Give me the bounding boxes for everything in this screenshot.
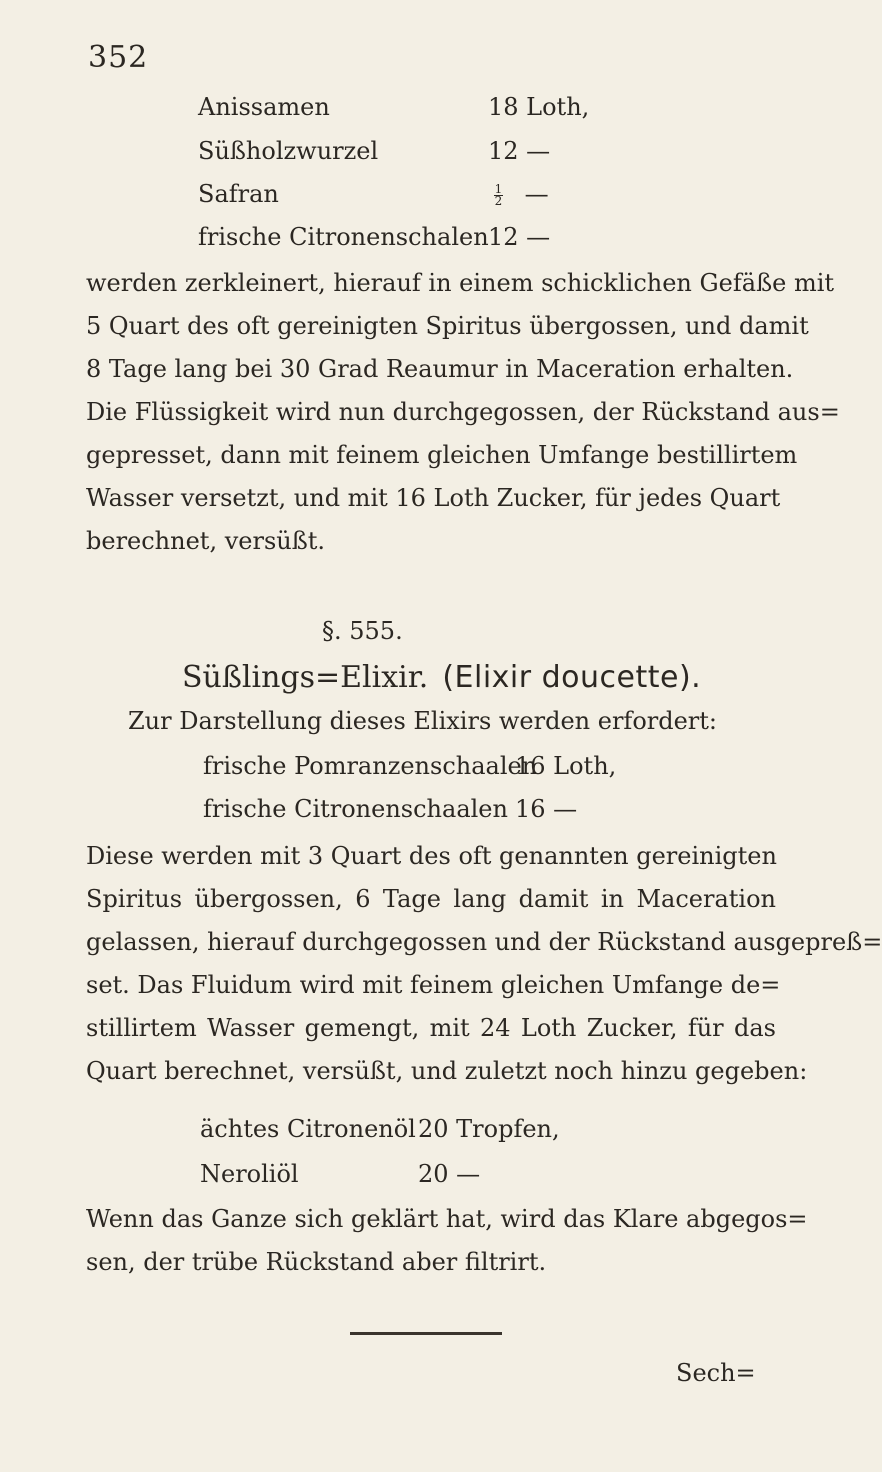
ingredient-name: frische Citronenschalen xyxy=(198,223,489,251)
paragraph xyxy=(86,835,882,1093)
page-number: 352 xyxy=(88,40,149,75)
catchword: Sech= xyxy=(676,1359,756,1387)
title-latin: (Elixir doucette). xyxy=(442,660,702,695)
ingredient-name: frische Citronenschaalen xyxy=(203,795,508,823)
text-line: 8 Tage lang bei 30 Grad Reaumur in Maceration erhalten. xyxy=(86,355,794,383)
text-line: stillirtem Wasser gemengt, mit 24 Loth Zucker, für das xyxy=(86,1014,776,1042)
text-line: Wasser versetzt, und mit 16 Loth Zucker, für jedes Quart xyxy=(86,484,781,512)
text-line: werden zerkleinert, hierauf in einem schicklichen Gefäße mit xyxy=(86,269,835,297)
text-line: Diese werden mit 3 Quart des oft genannten gereinigten xyxy=(86,842,777,870)
text-line: Quart berechnet, versüßt, und zuletzt noch hinzu gegeben: xyxy=(86,1057,808,1085)
section-title xyxy=(182,660,701,695)
text-line: Spiritus übergossen, 6 Tage lang damit in Maceration xyxy=(86,885,776,913)
title-german: Süßlings=Elixir. xyxy=(182,660,429,695)
intro-line: Zur Darstellung dieses Elixirs werden erfordert: xyxy=(128,707,718,735)
ingredient-name: Anissamen xyxy=(198,93,330,121)
text-line: Wenn das Ganze sich geklärt hat, wird das Klare abgegos= xyxy=(86,1205,808,1233)
fraction: $\frac{1}{2}$ xyxy=(494,182,503,208)
text-line: sen, der trübe Rückstand aber filtrirt. xyxy=(86,1248,547,1276)
ingredient-amount: 16 Loth, xyxy=(515,752,617,780)
ingredient-amount: 20 Tropfen, xyxy=(418,1115,560,1143)
ingredient-amount: $\frac{1}{2}$ — xyxy=(494,180,549,208)
ingredient-name: frische Pomranzenschaalen xyxy=(203,752,538,780)
ingredient-amount: 18 Loth, xyxy=(488,93,590,121)
text-line: 5 Quart des oft gereinigten Spiritus übergossen, und damit xyxy=(86,312,809,340)
ingredient-amount: 12 — xyxy=(488,137,551,165)
text-line: gelassen, hierauf durchgegossen und der Rückstand ausgepreß= xyxy=(86,928,882,956)
ingredient-name: Neroliöl xyxy=(200,1160,299,1188)
divider-rule xyxy=(350,1332,502,1335)
section-number: §. 555. xyxy=(322,617,403,645)
ingredient-amount: 12 — xyxy=(488,223,551,251)
text-line: Die Flüssigkeit wird nun durchgegossen, der Rückstand aus= xyxy=(86,398,840,426)
ingredient-amount: 20 — xyxy=(418,1160,481,1188)
ingredient-name: Safran xyxy=(198,180,279,208)
ingredient-name: Süßholzwurzel xyxy=(198,137,379,165)
paragraph xyxy=(86,262,840,563)
ingredient-amount: 16 — xyxy=(515,795,578,823)
paragraph xyxy=(86,1198,808,1284)
ingredient-name: ächtes Citronenöl xyxy=(200,1115,416,1143)
text-line: set. Das Fluidum wird mit feinem gleichen Umfange de= xyxy=(86,971,781,999)
text-line: gepresset, dann mit feinem gleichen Umfange bestillirtem xyxy=(86,441,798,469)
text-line: berechnet, versüßt. xyxy=(86,527,326,555)
